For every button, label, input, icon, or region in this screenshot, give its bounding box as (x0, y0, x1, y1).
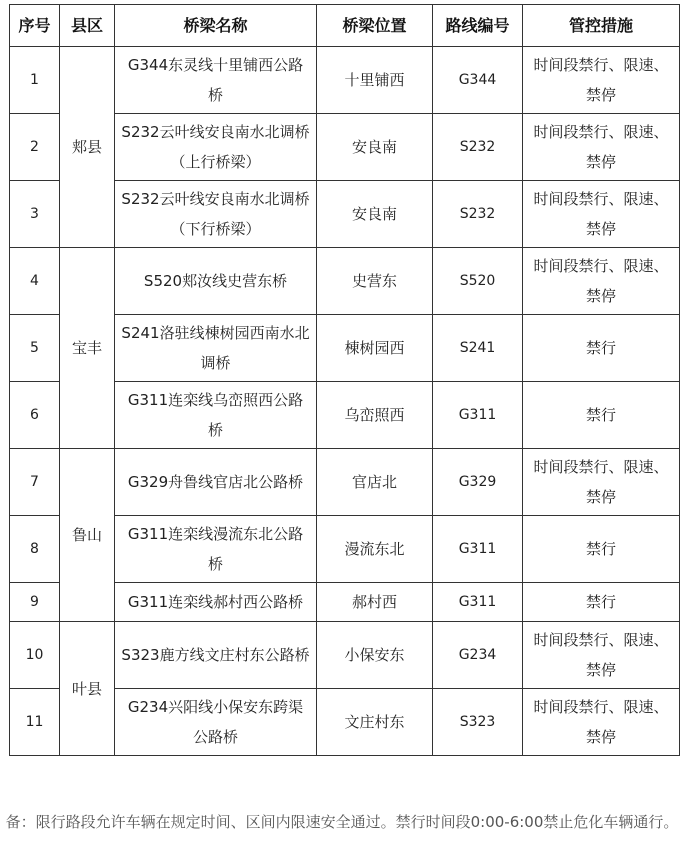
route-number-cell: G344 (433, 47, 523, 114)
control-measure-cell: 时间段禁行、限速、禁停 (523, 248, 680, 315)
bridge-name-cell: S241洛驻线棟树园西南水北调桥 (115, 315, 317, 382)
bridge-name-cell: G329舟鲁线官店北公路桥 (115, 449, 317, 516)
bridge-location-cell: 乌峦照西 (317, 382, 433, 449)
table-row (10, 47, 680, 114)
bridge-location-cell: 漫流东北 (317, 516, 433, 583)
row-serial: 10 (10, 622, 60, 689)
route-number-cell: G329 (433, 449, 523, 516)
row-serial: 9 (10, 583, 60, 622)
control-measure-cell: 禁行 (523, 583, 680, 622)
bridge-name-cell: G311连栾线乌峦照西公路桥 (115, 382, 317, 449)
bridge-name-cell: G311连栾线漫流东北公路桥 (115, 516, 317, 583)
row-serial: 8 (10, 516, 60, 583)
control-measure-cell: 时间段禁行、限速、禁停 (523, 449, 680, 516)
header-bridge-location: 桥梁位置 (317, 5, 433, 47)
route-number-cell: S232 (433, 181, 523, 248)
bridge-name-cell: S323鹿方线文庄村东公路桥 (115, 622, 317, 689)
route-number-cell: G311 (433, 516, 523, 583)
bridge-name-cell: S232云叶线安良南水北调桥（下行桥梁） (115, 181, 317, 248)
route-number-cell: G311 (433, 382, 523, 449)
control-measure-cell: 时间段禁行、限速、禁停 (523, 47, 680, 114)
bridge-name-cell: G311连栾线郝村西公路桥 (115, 583, 317, 622)
row-serial: 11 (10, 689, 60, 756)
route-number-cell: S323 (433, 689, 523, 756)
control-measure-cell: 时间段禁行、限速、禁停 (523, 689, 680, 756)
county-cell: 宝丰 (60, 248, 115, 449)
row-serial: 6 (10, 382, 60, 449)
control-measure-cell: 时间段禁行、限速、禁停 (523, 181, 680, 248)
header-serial: 序号 (10, 5, 60, 47)
bridge-location-cell: 文庄村东 (317, 689, 433, 756)
bridge-location-cell: 郝村西 (317, 583, 433, 622)
row-serial: 4 (10, 248, 60, 315)
bridge-location-cell: 小保安东 (317, 622, 433, 689)
header-bridge-name: 桥梁名称 (115, 5, 317, 47)
footnote: 备：限行路段允许车辆在规定时间、区间内限速安全通过。禁行时间段0:00-6:00禁止危化车辆通行。 (5, 813, 679, 831)
row-serial: 7 (10, 449, 60, 516)
bridge-name-cell: S232云叶线安良南水北调桥（上行桥梁） (115, 114, 317, 181)
bridge-location-cell: 史营东 (317, 248, 433, 315)
row-serial: 5 (10, 315, 60, 382)
control-measure-cell: 禁行 (523, 315, 680, 382)
row-serial: 1 (10, 47, 60, 114)
bridge-location-cell: 十里铺西 (317, 47, 433, 114)
bridge-location-cell: 棟树园西 (317, 315, 433, 382)
route-number-cell: G234 (433, 622, 523, 689)
control-measure-cell: 时间段禁行、限速、禁停 (523, 114, 680, 181)
bridge-name-cell: G234兴阳线小保安东跨渠公路桥 (115, 689, 317, 756)
header-route-number: 路线编号 (433, 5, 523, 47)
route-number-cell: S520 (433, 248, 523, 315)
control-measure-cell: 禁行 (523, 516, 680, 583)
header-county: 县区 (60, 5, 115, 47)
bridge-location-cell: 安良南 (317, 181, 433, 248)
table-header-row (10, 5, 680, 47)
table-row (10, 449, 680, 516)
row-serial: 2 (10, 114, 60, 181)
table-row (10, 622, 680, 689)
route-number-cell: G311 (433, 583, 523, 622)
county-cell: 鲁山 (60, 449, 115, 622)
county-cell: 叶县 (60, 622, 115, 756)
bridge-location-cell: 安良南 (317, 114, 433, 181)
bridge-control-table (9, 4, 680, 756)
table-row (10, 248, 680, 315)
county-cell: 郏县 (60, 47, 115, 248)
row-serial: 3 (10, 181, 60, 248)
control-measure-cell: 时间段禁行、限速、禁停 (523, 622, 680, 689)
bridge-location-cell: 官店北 (317, 449, 433, 516)
header-control-measure: 管控措施 (523, 5, 680, 47)
control-measure-cell: 禁行 (523, 382, 680, 449)
route-number-cell: S232 (433, 114, 523, 181)
route-number-cell: S241 (433, 315, 523, 382)
bridge-name-cell: S520郏汝线史营东桥 (115, 248, 317, 315)
bridge-name-cell: G344东灵线十里铺西公路桥 (115, 47, 317, 114)
